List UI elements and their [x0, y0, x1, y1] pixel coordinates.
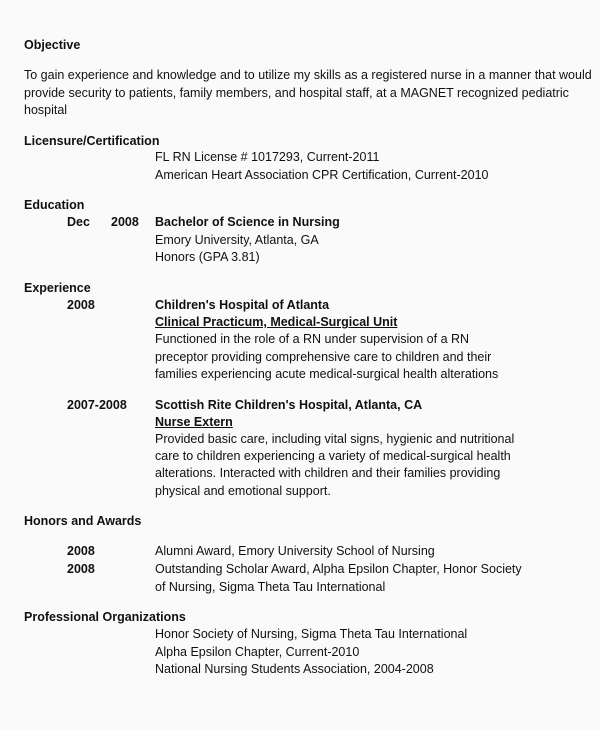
objective-line: provide security to patients, family members, and hospital staff, at a MAGNET recognized pediatric	[24, 86, 569, 100]
education-honors: Honors (GPA 3.81)	[155, 250, 260, 264]
honors-heading: Honors and Awards	[24, 514, 142, 528]
education-month: Dec	[67, 215, 90, 229]
education-degree: Bachelor of Science in Nursing	[155, 215, 340, 229]
job-date: 2008	[67, 298, 95, 312]
honor-year: 2008	[67, 544, 95, 558]
organization-item: Alpha Epsilon Chapter, Current-2010	[155, 645, 360, 659]
honor-item: Alumni Award, Emory University School of Nursing	[155, 544, 435, 558]
objective-line: hospital	[24, 103, 68, 117]
organization-item: Honor Society of Nursing, Sigma Theta Tau International	[155, 627, 468, 641]
objective-heading: Objective	[24, 38, 81, 52]
job-description-line: care to children experiencing a variety of medical-surgical health	[155, 449, 511, 463]
job-description-line: alterations. Interacted with children and their families providing	[155, 466, 501, 480]
job-description-line: preceptor providing comprehensive care to children and their	[155, 350, 492, 364]
experience-heading: Experience	[24, 281, 91, 295]
objective-line: To gain experience and knowledge and to utilize my skills as a registered nurse in a manner that would	[24, 68, 592, 82]
job-role: Clinical Practicum, Medical-Surgical Unit	[155, 315, 398, 329]
job-description-line: physical and emotional support.	[155, 484, 331, 498]
organizations-heading: Professional Organizations	[24, 610, 186, 624]
organization-item: National Nursing Students Association, 2004-2008	[155, 662, 434, 676]
license-item: American Heart Association CPR Certification, Current-2010	[155, 168, 489, 182]
job-employer: Children's Hospital of Atlanta	[155, 298, 330, 312]
education-school: Emory University, Atlanta, GA	[155, 233, 319, 247]
license-item: FL RN License # 1017293, Current-2011	[155, 150, 380, 164]
job-description-line: Provided basic care, including vital signs, hygienic and nutritional	[155, 432, 515, 446]
job-date: 2007-2008	[67, 398, 127, 412]
honor-year: 2008	[67, 562, 95, 576]
education-year: 2008	[111, 215, 139, 229]
education-heading: Education	[24, 198, 85, 212]
job-role: Nurse Extern	[155, 415, 233, 429]
job-description-line: Functioned in the role of a RN under supervision of a RN	[155, 332, 470, 346]
job-employer: Scottish Rite Children's Hospital, Atlanta, CA	[155, 398, 423, 412]
honor-item: Outstanding Scholar Award, Alpha Epsilon Chapter, Honor Society	[155, 562, 522, 576]
honor-item: of Nursing, Sigma Theta Tau International	[155, 580, 386, 594]
licensure-heading: Licensure/Certification	[24, 134, 160, 148]
job-description-line: families experiencing acute medical-surgical health alterations	[155, 367, 499, 381]
